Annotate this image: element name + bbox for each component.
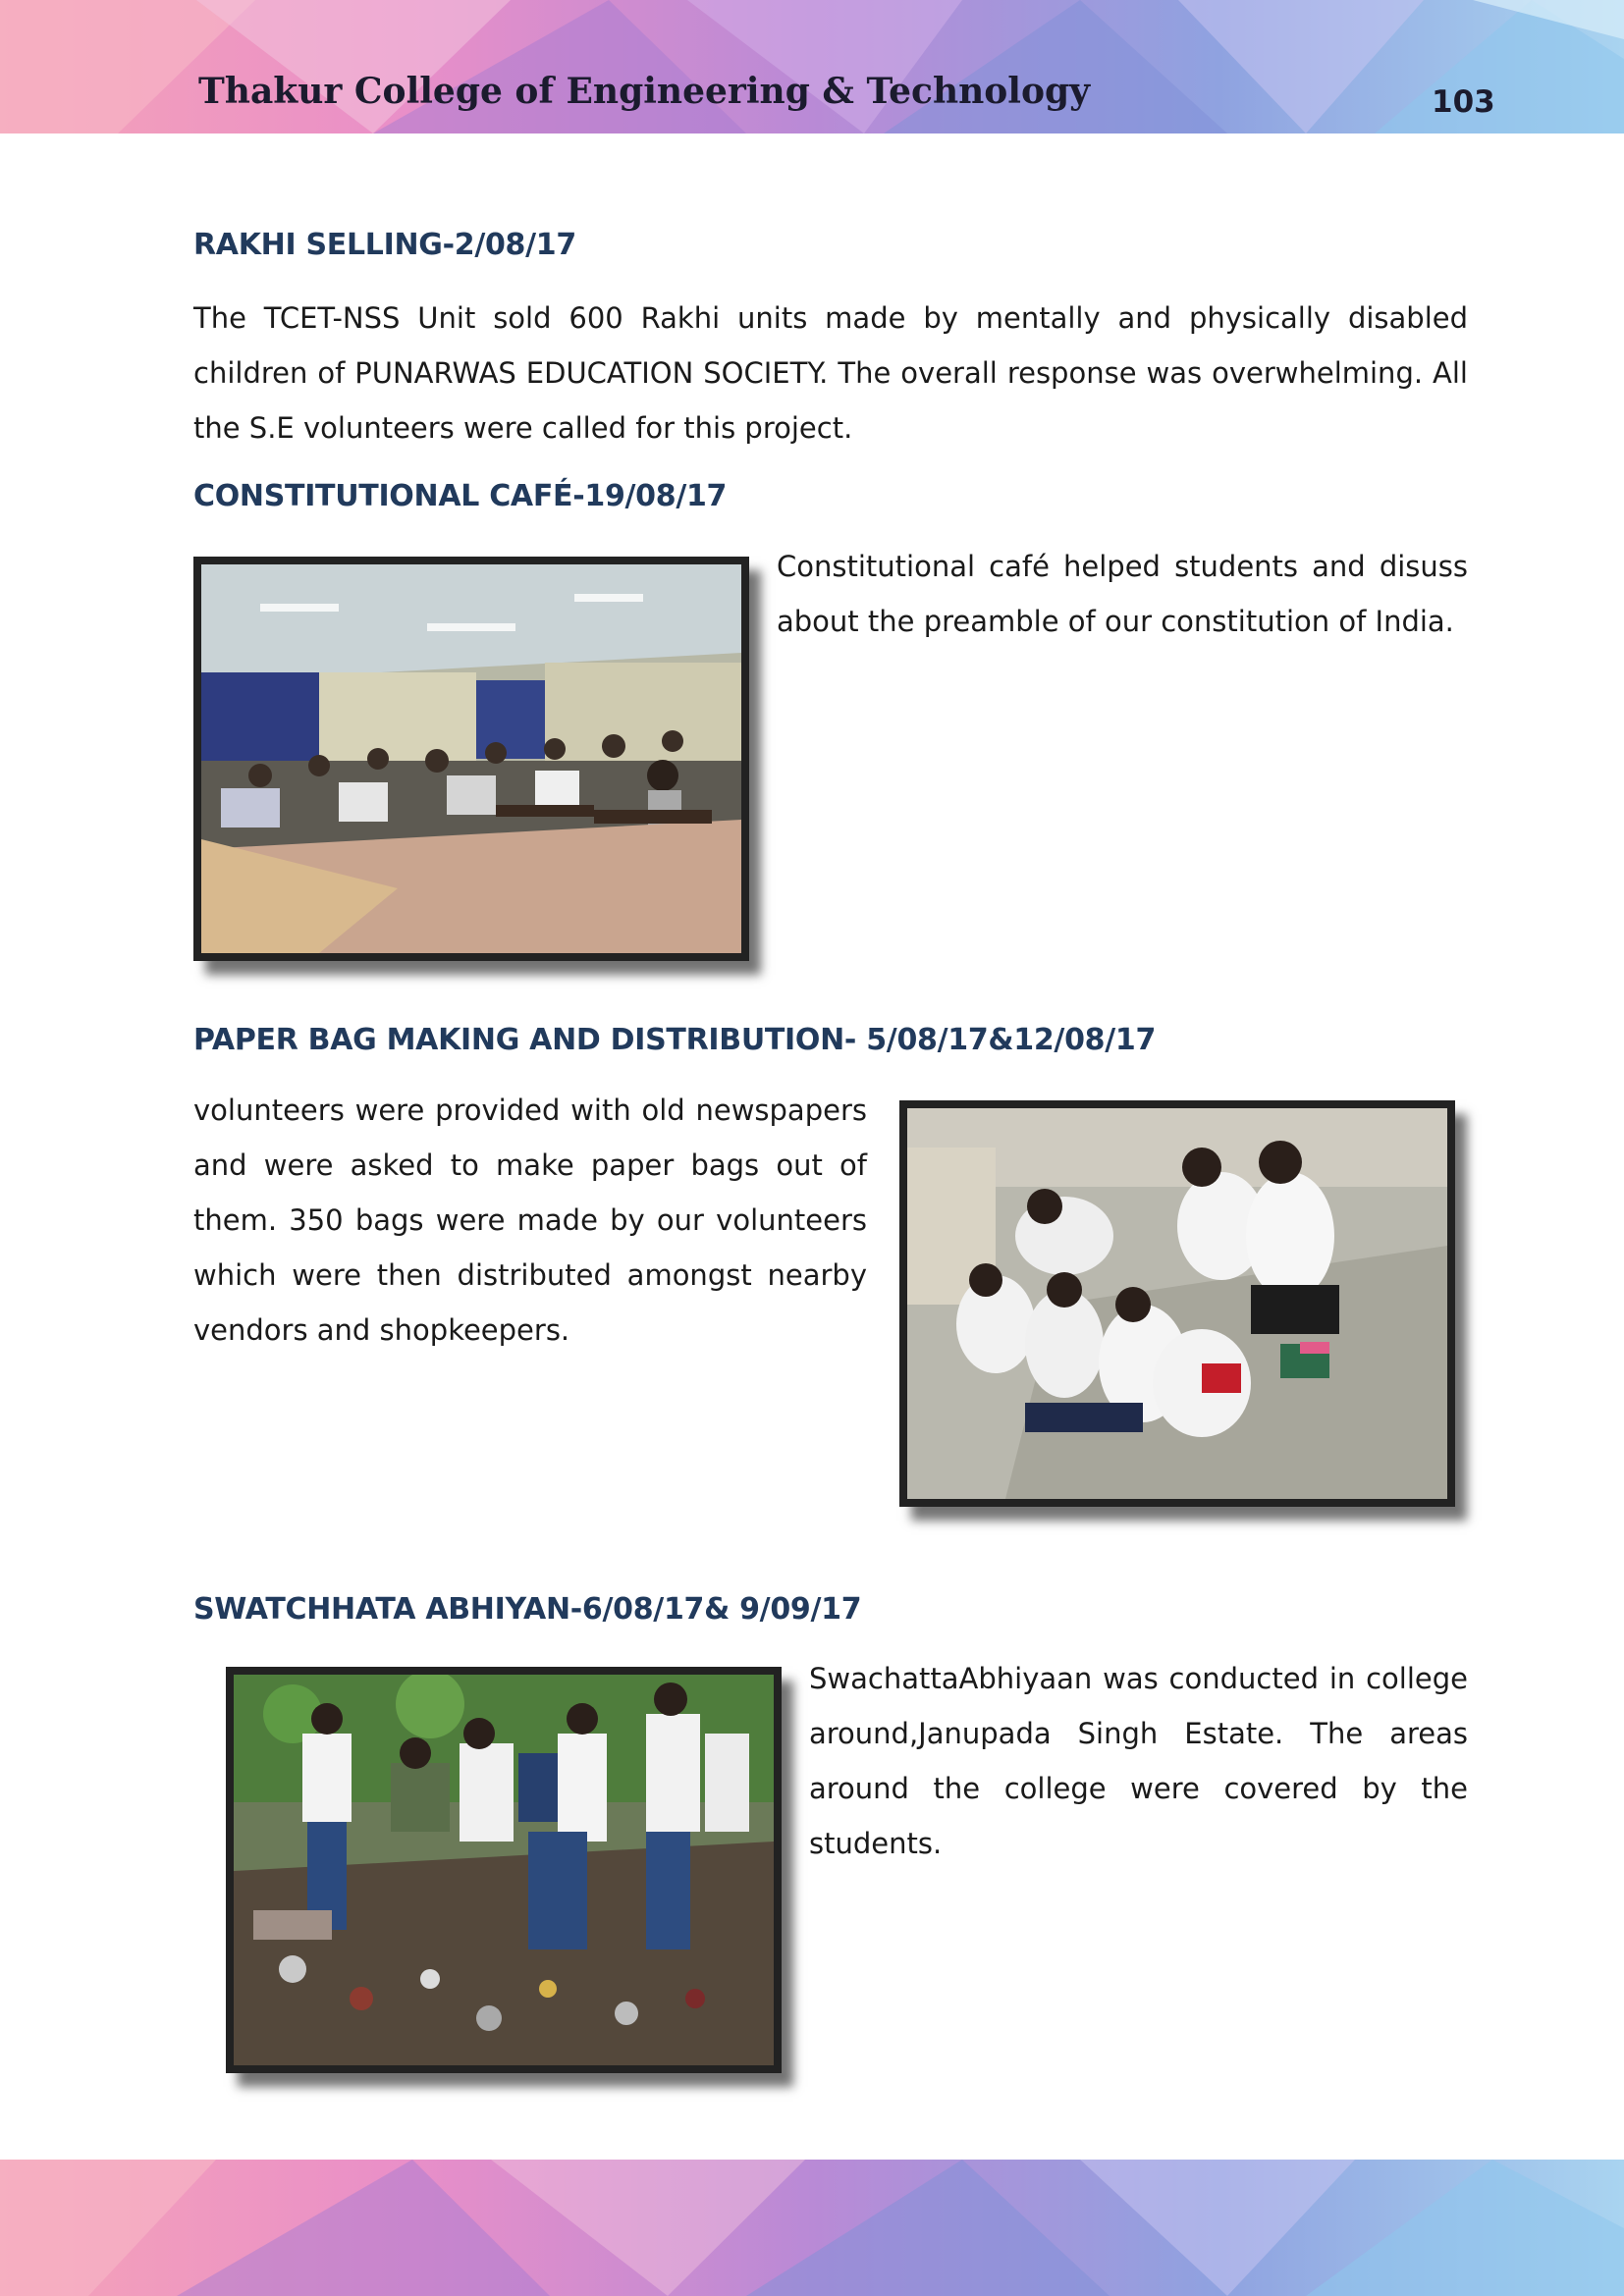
constitutional-cafe-text: Constitutional café helped students and disuss about the preamble of our constitution of India. (777, 550, 1468, 638)
college-title: Thakur College of Engineering & Technology (198, 71, 1091, 112)
footer-banner (0, 2160, 1624, 2296)
header-banner (0, 0, 1624, 133)
constitutional-cafe-photo (193, 557, 749, 961)
constitutional-cafe-heading: CONSTITUTIONAL CAFÉ-19/08/17 (193, 479, 728, 513)
paper-bag-text: volunteers were provided with old newspapers and were asked to make paper bags out of them. 350 bags were made by our volunteers which were then distributed amongst nearby vendors and shopkeepers. (193, 1094, 867, 1347)
swatchhata-text: SwachattaAbhiyaan was conducted in college around,Janupada Singh Estate. The areas around the college were covered by the students. (809, 1662, 1468, 1860)
paper-bag-photo (899, 1100, 1455, 1507)
rakhi-selling-text: The TCET-NSS Unit sold 600 Rakhi units made by mentally and physically disabled children of PUNARWAS EDUCATION SOCIETY. The overall response was overwhelming. All the S.E volunteers were called for this project. (193, 301, 1468, 445)
paper-bag-heading: PAPER BAG MAKING AND DISTRIBUTION- 5/08/17&12/08/17 (193, 1023, 1157, 1057)
footer-banner-art (0, 2160, 1624, 2296)
cleanup-image (234, 1675, 774, 2065)
classroom-image (201, 564, 741, 953)
page-number: 103 (1432, 84, 1495, 120)
swatchhata-photo (226, 1667, 782, 2073)
volunteers-image (907, 1108, 1447, 1499)
rakhi-selling-heading: RAKHI SELLING-2/08/17 (193, 228, 576, 262)
header-banner-art (0, 0, 1624, 133)
swatchhata-heading: SWATCHHATA ABHIYAN-6/08/17& 9/09/17 (193, 1592, 862, 1627)
